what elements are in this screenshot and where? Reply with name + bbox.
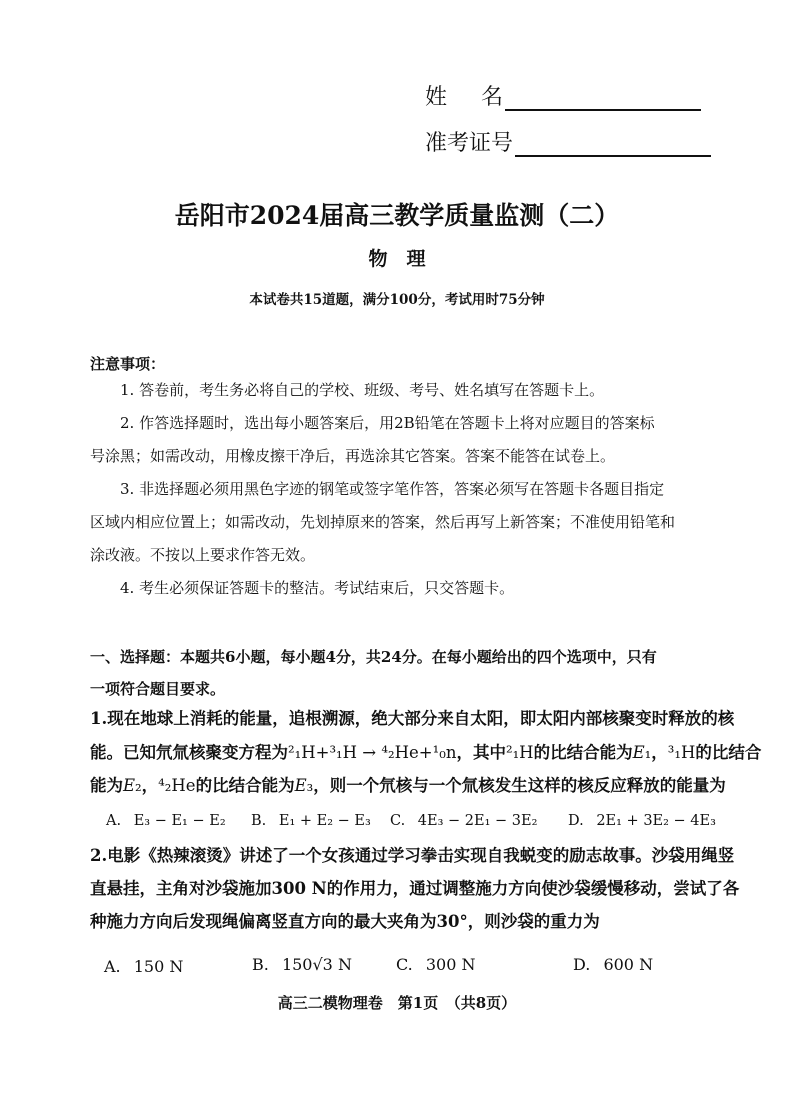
name-input-line[interactable] xyxy=(505,85,701,111)
notes-line: 号涂黑；如需改动，用橡皮擦干净后，再选涂其它答案。答案不能答在试卷上。 xyxy=(90,447,616,465)
subject-title: 物 理 xyxy=(368,248,426,270)
q1-text: ， xyxy=(651,743,668,762)
option-text: 4E₃ − 2E₁ − 3E₂ xyxy=(417,813,538,829)
q1-line xyxy=(90,742,761,764)
q2-line: 种施力方向后发现绳偏离竖直方向的最大夹角为30°，则沙袋的重力为 xyxy=(90,912,600,931)
option-label: D. xyxy=(568,813,584,829)
q1-option-d[interactable] xyxy=(568,813,716,829)
exam-id-input-line[interactable] xyxy=(515,131,711,157)
q2-line: 直悬挂，主角对沙袋施加300 N的作用力，通过调整施力方向使沙袋缓慢移动，尝试了各 xyxy=(90,879,740,898)
option-label: C. xyxy=(396,955,413,974)
notes-line: 区域内相应位置上；如需改动，先划掉原来的答案，然后再写上新答案；不准使用铅笔和 xyxy=(90,513,676,531)
e2-symbol: E₂ xyxy=(123,776,142,795)
q1-text: 的比结合能为 xyxy=(533,743,633,762)
notes-line: 2. 作答选择题时，选出每小题答案后，用2B铅笔在答题卡上将对应题目的答案标 xyxy=(120,414,655,432)
q1-text: 的比结合 xyxy=(695,743,762,762)
q2-option-d[interactable] xyxy=(573,955,653,974)
fusion-equation: ²₁H+³₁H → ⁴₂He+¹₀n xyxy=(288,743,457,762)
option-text: 300 N xyxy=(425,955,476,974)
deuterium-symbol: ²₁H xyxy=(505,743,534,762)
q1-option-a[interactable] xyxy=(106,813,226,829)
page-footer: 高三二模物理卷 第1页 （共8页） xyxy=(277,994,517,1012)
notes-heading: 注意事项： xyxy=(90,355,166,373)
notes-line: 3. 非选择题必须用黑色字迹的钢笔或签字笔作答，答案必须写在答题卡各题目指定 xyxy=(120,480,665,498)
exam-id-field[interactable] xyxy=(425,126,711,157)
option-label: C. xyxy=(390,813,406,829)
name-field[interactable] xyxy=(425,80,701,111)
q2-line: 2.电影《热辣滚烫》讲述了一个女孩通过学习拳击实现自我蜕变的励志故事。沙袋用绳竖 xyxy=(90,846,735,865)
option-label: B. xyxy=(251,813,267,829)
exam-info: 本试卷共15道题，满分100分，考试用时75分钟 xyxy=(249,292,545,308)
q1-text: 能为 xyxy=(90,776,123,795)
option-label: D. xyxy=(573,955,591,974)
option-text: E₁ + E₂ − E₃ xyxy=(278,813,371,829)
notes-line: 1. 答卷前，考生务必将自己的学校、班级、考号、姓名填写在答题卡上。 xyxy=(120,381,605,399)
option-text: 2E₁ + 3E₂ − 4E₃ xyxy=(596,813,716,829)
option-text: 600 N xyxy=(603,955,654,974)
q1-text: 的比结合能为 xyxy=(195,776,295,795)
name-label: 姓名 xyxy=(425,85,538,110)
exam-id-label: 准考证号 xyxy=(425,131,514,156)
notes-line: 涂改液。不按以上要求作答无效。 xyxy=(90,546,316,564)
option-label: A. xyxy=(106,813,122,829)
q1-line xyxy=(90,775,726,797)
e1-symbol: E₁ xyxy=(632,743,652,762)
option-label: B. xyxy=(252,955,269,974)
q1-text: 能。已知氘氚核聚变方程为 xyxy=(90,743,288,762)
q1-option-c[interactable] xyxy=(390,813,537,829)
q1-text: ，则一个氘核与一个氚核发生这样的核反应释放的能量为 xyxy=(313,776,726,795)
q1-option-b[interactable] xyxy=(251,813,371,829)
helium-symbol: ⁴₂He xyxy=(158,776,196,795)
option-text: 150√3 N xyxy=(281,955,352,974)
q1-text: ，其中 xyxy=(456,743,506,762)
option-label: A. xyxy=(104,957,121,976)
section-heading-cont: 一项符合题目要求。 xyxy=(90,680,226,698)
option-text: 150 N xyxy=(133,957,184,976)
q1-line: 1.现在地球上消耗的能量，追根溯源，绝大部分来自太阳，即太阳内部核聚变时释放的核 xyxy=(90,709,735,728)
page-title: 岳阳市2024届高三教学质量监测（二） xyxy=(174,201,620,230)
option-text: E₃ − E₁ − E₂ xyxy=(133,813,226,829)
tritium-symbol: ³₁H xyxy=(667,743,696,762)
q1-text: ， xyxy=(141,776,159,795)
e3-symbol: E₃ xyxy=(294,776,314,795)
notes-line: 4. 考生必须保证答题卡的整洁。考试结束后，只交答题卡。 xyxy=(120,579,515,597)
q2-option-c[interactable] xyxy=(396,955,475,974)
q2-option-a[interactable] xyxy=(104,957,183,976)
section-heading: 一、选择题：本题共6小题，每小题4分，共24分。在每小题给出的四个选项中，只有 xyxy=(90,648,657,666)
q2-option-b[interactable] xyxy=(252,955,352,974)
